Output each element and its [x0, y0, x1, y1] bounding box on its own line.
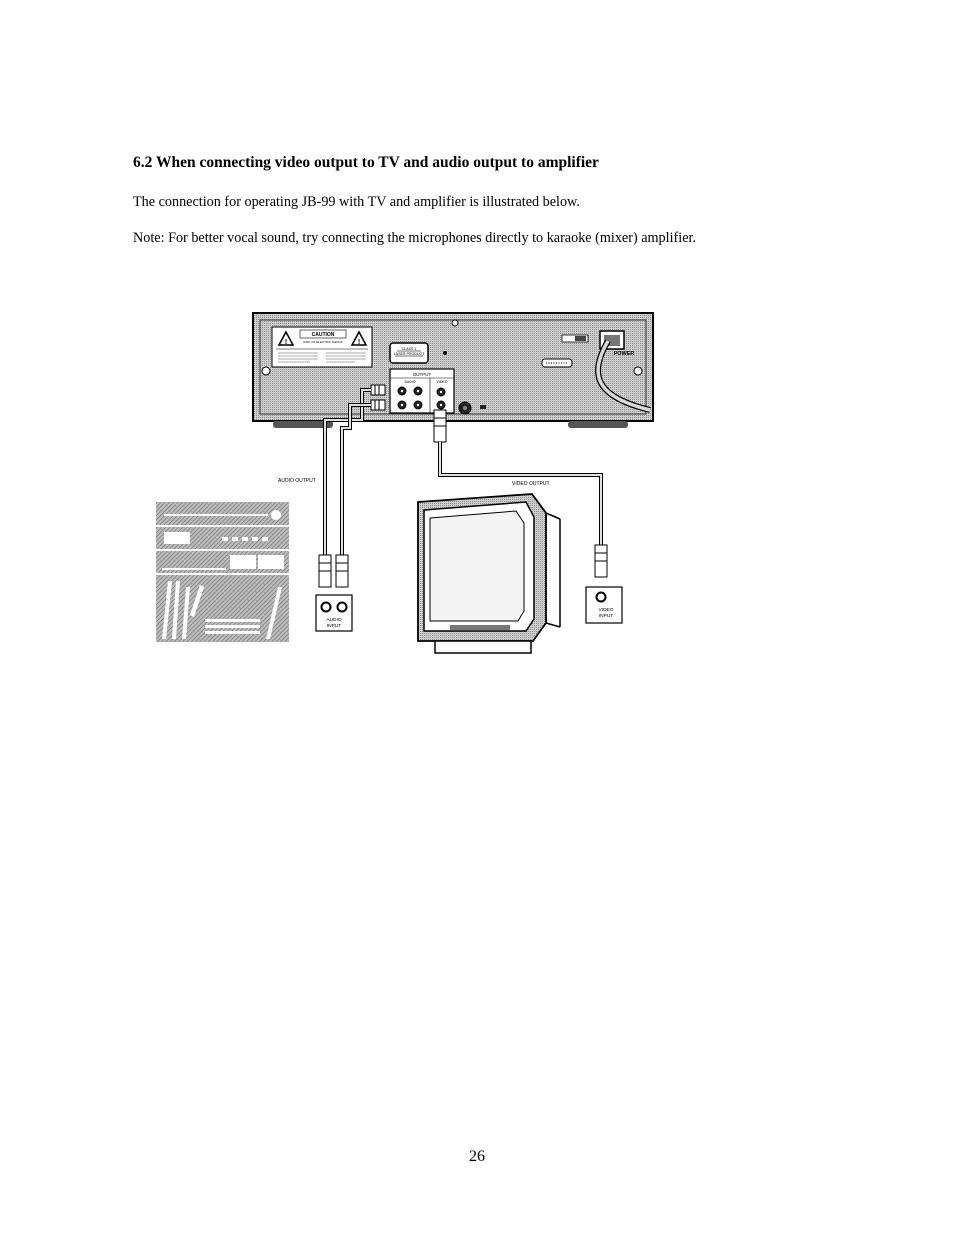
laser-label-line: LASER PRODUCT — [393, 352, 425, 356]
intro-paragraph: The connection for operating JB-99 with TV and amplifier is illustrated below. — [133, 194, 580, 210]
page-number: 26 — [469, 1148, 485, 1165]
audio-input-jack — [316, 595, 352, 631]
caution-label — [272, 327, 372, 367]
video-input-jack — [586, 587, 622, 623]
connection-diagram — [150, 305, 660, 665]
caution-title: CAUTION — [311, 332, 335, 338]
laser-label-line: CLASS 1 — [401, 347, 417, 351]
audio-input-label-1: AUDIO — [326, 618, 342, 623]
video-input-label-1: VIDEO — [598, 608, 614, 613]
section-heading: 6.2 When connecting video output to TV and audio output to amplifier — [133, 154, 599, 171]
power-label: POWER — [613, 351, 635, 357]
note-paragraph: Note: For better vocal sound, try connecting the microphones directly to karaoke (mixer) amplifier. — [133, 230, 696, 246]
video-output-label: VIDEO OUTPUT — [512, 481, 550, 487]
output-video-label: VIDEO — [436, 380, 448, 384]
player-rear-panel — [253, 313, 653, 428]
output-audio-label: AUDIO — [404, 380, 416, 384]
audio-input-label-2: INPUT — [326, 624, 342, 629]
output-label: OUTPUT — [412, 372, 432, 377]
caution-subtitle: RISK OF ELECTRIC SHOCK — [303, 340, 343, 344]
tv-illustration — [418, 494, 560, 653]
video-input-label-2: INPUT — [598, 614, 614, 619]
amplifier-illustration — [156, 502, 289, 642]
svg-text:!: ! — [357, 339, 361, 346]
svg-text:!: ! — [284, 339, 288, 346]
audio-output-label: AUDIO OUTPUT — [278, 478, 316, 484]
output-panel — [390, 369, 454, 413]
